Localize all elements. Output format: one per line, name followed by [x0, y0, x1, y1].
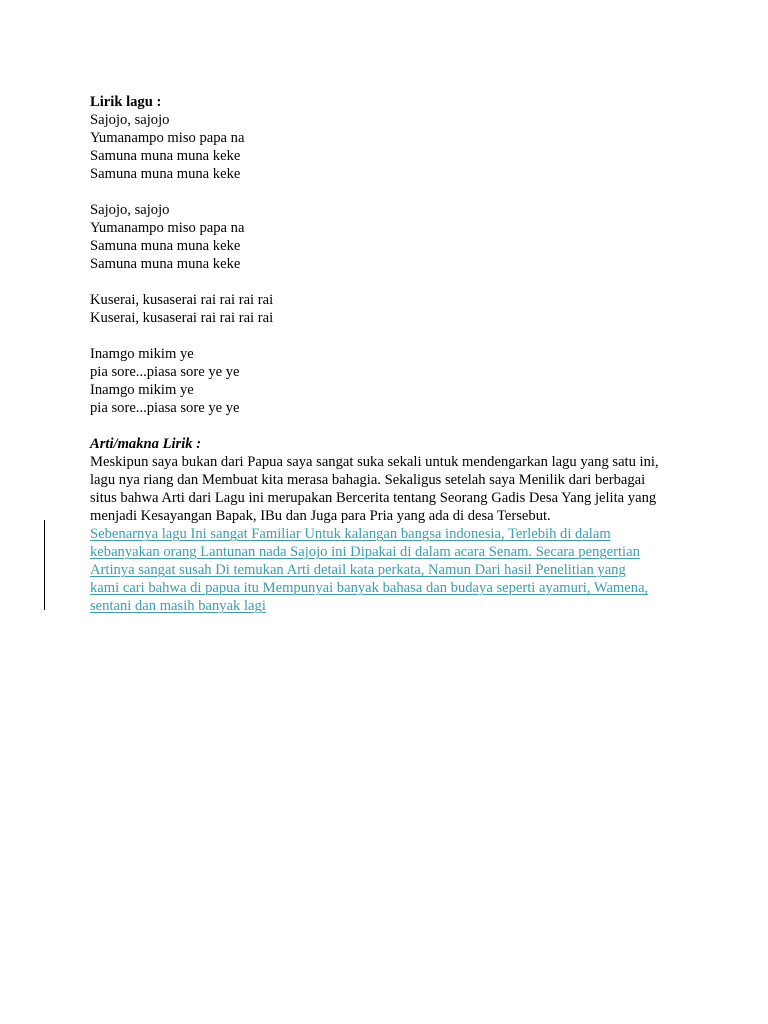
lyrics-heading: Lirik lagu :: [90, 94, 162, 110]
inserted-text-line[interactable]: Artinya sangat susah Di temukan Arti detail kata perkata, Namun Dari hasil Penelitian yang: [90, 562, 626, 578]
inserted-text-line[interactable]: kebanyakan orang Lantunan nada Sajojo ini Dipakai di dalam acara Senam. Secara pengertian: [90, 544, 640, 560]
lyric-line: Sajojo, sajojo: [90, 202, 170, 218]
meaning-paragraph-1: [90, 453, 700, 525]
paragraph-line: lagu nya riang dan Membuat kita merasa bahagia. Sekaligus setelah saya Menilik dari berbagai: [90, 472, 646, 488]
lyric-line: Yumanampo miso papa na: [90, 130, 245, 146]
lyrics-stanza-4: [90, 345, 700, 417]
inserted-text-line[interactable]: kami cari bahwa di papua itu Mempunyai banyak bahasa dan budaya seperti ayamuri, Wamena,: [90, 580, 649, 596]
meaning-heading: Arti/makna Lirik :: [90, 436, 202, 452]
lyric-line: pia sore...piasa sore ye ye: [90, 400, 240, 416]
lyric-line: Kuserai, kusaserai rai rai rai rai: [90, 310, 274, 326]
lyrics-stanza-3: [90, 291, 700, 327]
lyric-line: Samuna muna muna keke: [90, 256, 241, 272]
paragraph-line: Meskipun saya bukan dari Papua saya sangat suka sekali untuk mendengarkan lagu yang satu ini,: [90, 454, 659, 470]
meaning-paragraph-2-tracked-insertion[interactable]: [90, 525, 700, 615]
lyric-line: Yumanampo miso papa na: [90, 220, 245, 236]
lyric-line: Samuna muna muna keke: [90, 238, 241, 254]
lyric-line: Inamgo mikim ye: [90, 346, 194, 362]
lyric-line: Samuna muna muna keke: [90, 148, 241, 164]
lyric-line: pia sore...piasa sore ye ye: [90, 364, 240, 380]
lyric-line: Samuna muna muna keke: [90, 166, 241, 182]
blank-line: [90, 327, 700, 345]
inserted-text-line[interactable]: Sebenarnya lagu Ini sangat Familiar Untuk kalangan bangsa indonesia, Terlebih di dalam: [90, 526, 611, 542]
paragraph-line: situs bahwa Arti dari Lagu ini merupakan Bercerita tentang Seorang Gadis Desa Yang jelita yang: [90, 490, 657, 506]
lyrics-stanza-2: [90, 201, 700, 273]
lyric-line: Inamgo mikim ye: [90, 382, 194, 398]
document-body: [90, 93, 700, 615]
inserted-text-line[interactable]: sentani dan masih banyak lagi: [90, 598, 266, 614]
lyrics-stanza-1: [90, 111, 700, 183]
lyric-line: Kuserai, kusaserai rai rai rai rai: [90, 292, 274, 308]
blank-line: [90, 273, 700, 291]
blank-line: [90, 183, 700, 201]
lyric-line: Sajojo, sajojo: [90, 112, 170, 128]
paragraph-line: menjadi Kesayangan Bapak, IBu dan Juga para Pria yang ada di desa Tersebut.: [90, 508, 551, 524]
revision-change-bar: [44, 520, 45, 610]
blank-line: [90, 417, 700, 435]
